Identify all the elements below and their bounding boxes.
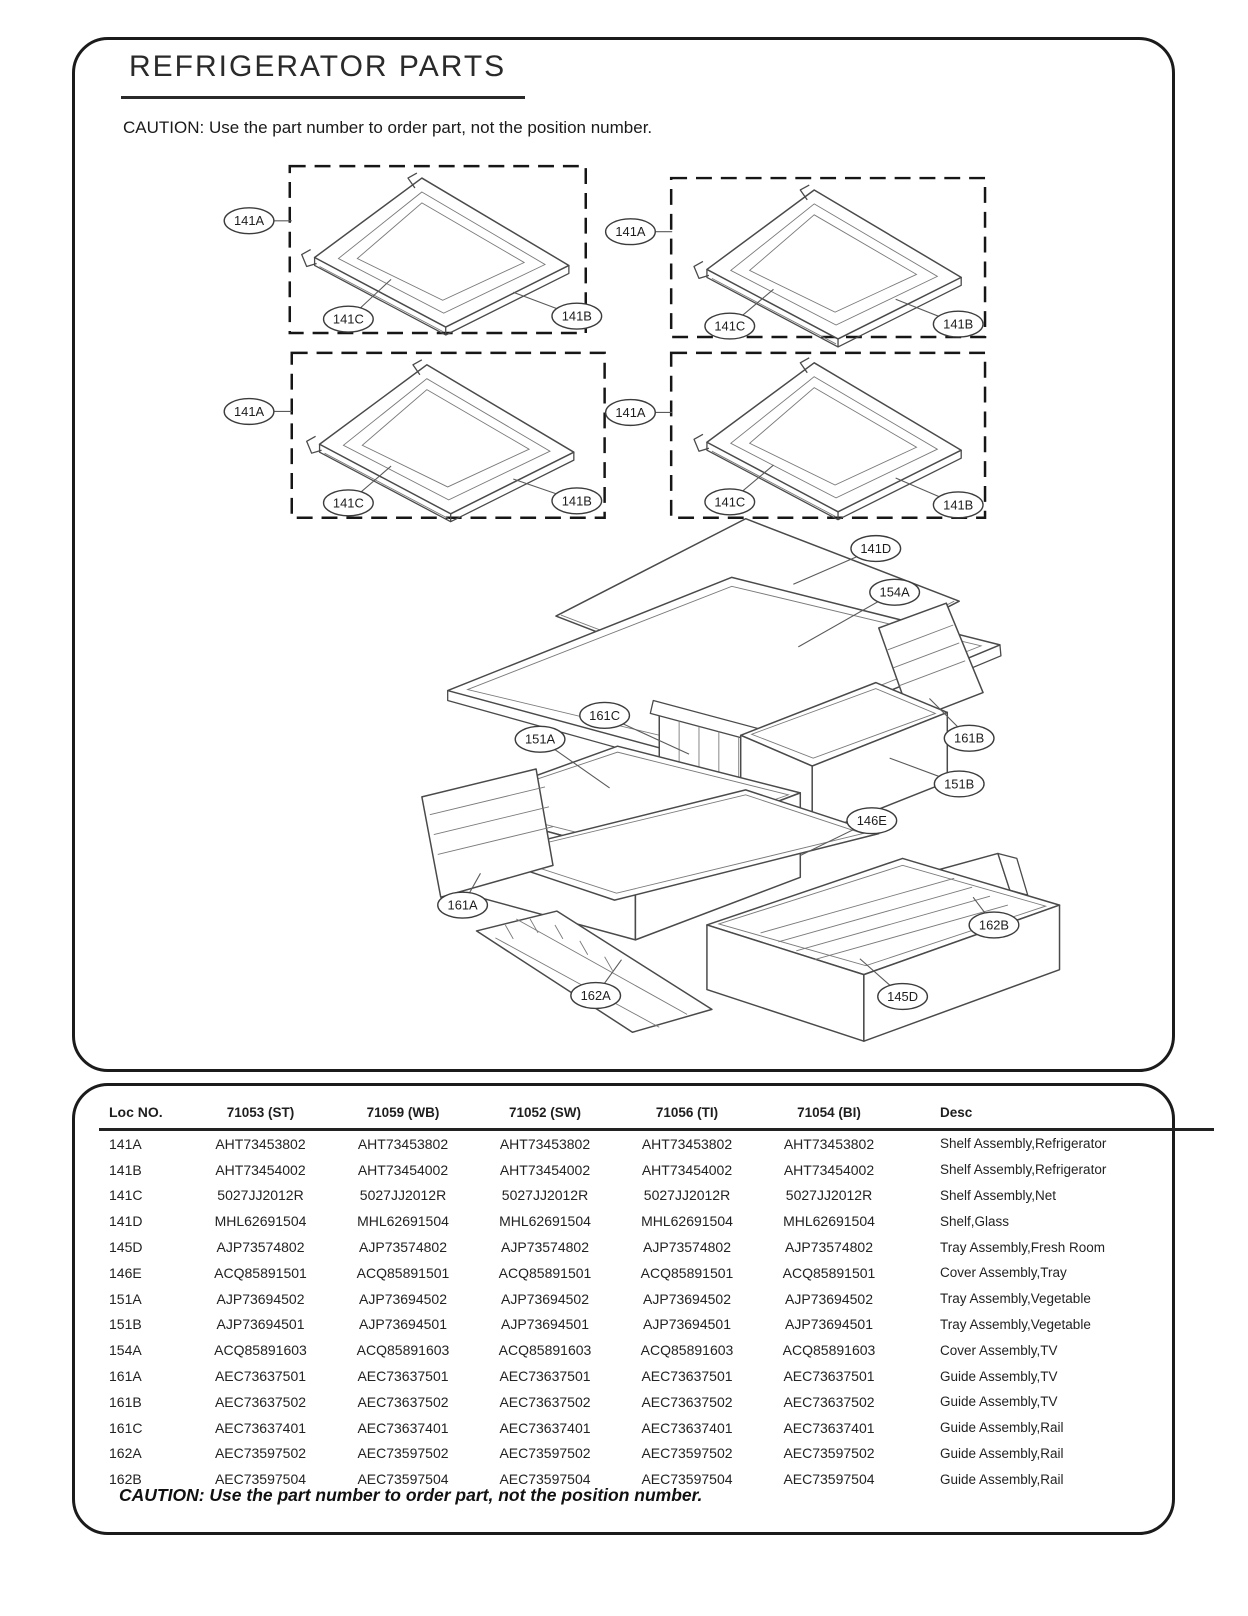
column-header: 71053 (ST): [226, 1104, 295, 1120]
loc-no-cell: 145D: [109, 1239, 143, 1256]
part-number-cell: 5027JJ2012R: [785, 1187, 873, 1204]
part-number-cell: MHL62691504: [357, 1213, 449, 1230]
part-number-cell: AJP73694502: [216, 1290, 305, 1307]
part-number-cell: AJP73694501: [501, 1316, 589, 1333]
column-header: Desc: [940, 1104, 973, 1120]
callout-label: 141C: [714, 494, 746, 510]
loc-no-cell: 141D: [109, 1213, 143, 1230]
table-row: [99, 1130, 1214, 1157]
column-header: Loc NO.: [109, 1104, 163, 1120]
loc-no-cell: 146E: [109, 1264, 142, 1281]
part-number-cell: ACQ85891501: [782, 1264, 876, 1281]
parts-table-header: [99, 1096, 1214, 1130]
part-number-cell: 5027JJ2012R: [501, 1187, 589, 1204]
callout-141A: [606, 400, 673, 426]
loc-no-cell: 141A: [109, 1135, 142, 1152]
part-number-cell: AEC73637401: [357, 1419, 449, 1436]
part-number-cell: AEC73637501: [783, 1368, 875, 1385]
desc-cell: Tray Assembly,Vegetable: [940, 1291, 1091, 1307]
callout-label: 162B: [978, 917, 1010, 933]
loc-no-cell: 141B: [109, 1161, 142, 1178]
part-number-cell: MHL62691504: [641, 1213, 733, 1230]
diagram-panel: [72, 37, 1175, 1072]
part-number-cell: ACQ85891603: [640, 1342, 734, 1359]
part-number-cell: ACQ85891603: [356, 1342, 450, 1359]
loc-no-cell: 154A: [109, 1342, 142, 1359]
desc-cell: Tray Assembly,Vegetable: [940, 1316, 1091, 1332]
callout-label: 141B: [943, 497, 974, 513]
callout-141A: [224, 208, 292, 234]
table-row: [99, 1363, 1214, 1389]
part-number-cell: AJP73574802: [785, 1239, 873, 1256]
part-number-cell: MHL62691504: [783, 1213, 875, 1230]
table-row: [99, 1337, 1214, 1363]
part-number-cell: AEC73637501: [499, 1368, 591, 1385]
desc-cell: Cover Assembly,TV: [940, 1342, 1058, 1358]
part-number-cell: AHT73453802: [641, 1135, 733, 1152]
callout-label: 141B: [561, 493, 592, 509]
part-number-cell: AEC73637401: [214, 1419, 307, 1436]
caution-note-bottom: CAUTION: Use the part number to order part, not the position number.: [119, 1485, 703, 1505]
part-number-cell: AEC73597504: [783, 1471, 875, 1488]
part-number-cell: MHL62691504: [499, 1213, 591, 1230]
callout-label: 151A: [524, 731, 556, 747]
desc-cell: Shelf Assembly,Refrigerator: [940, 1136, 1107, 1152]
loc-no-cell: 161A: [109, 1368, 142, 1385]
part-number-cell: AEC73637502: [499, 1393, 591, 1410]
part-number-cell: AJP73694501: [216, 1316, 305, 1333]
loc-no-cell: 162B: [109, 1471, 142, 1488]
part-number-cell: AJP73694502: [785, 1290, 873, 1307]
part-number-cell: MHL62691504: [214, 1213, 307, 1230]
parts-table: [99, 1096, 1214, 1492]
table-row: [99, 1441, 1214, 1467]
part-number-cell: AJP73694501: [785, 1316, 873, 1333]
part-number-cell: AHT73453802: [783, 1135, 875, 1152]
part-number-cell: AJP73694501: [359, 1316, 447, 1333]
callout-label: 141A: [615, 404, 646, 420]
part-number-cell: AEC73597502: [357, 1445, 449, 1462]
callout-label: 154A: [879, 584, 910, 600]
part-number-cell: AEC73597502: [214, 1445, 307, 1462]
callout-label: 161B: [954, 730, 985, 746]
part-number-cell: AHT73453802: [215, 1135, 306, 1152]
callout-141A: [606, 219, 673, 245]
part-number-cell: AJP73694501: [643, 1316, 731, 1333]
part-number-cell: AEC73597504: [357, 1471, 449, 1488]
desc-cell: Guide Assembly,Rail: [940, 1471, 1064, 1487]
loc-no-cell: 162A: [109, 1445, 142, 1462]
part-number-cell: ACQ85891501: [214, 1264, 307, 1281]
part-number-cell: AEC73597504: [499, 1471, 591, 1488]
column-header: 71056 (TI): [655, 1104, 719, 1120]
loc-no-cell: 151A: [109, 1290, 142, 1307]
part-number-cell: AEC73637501: [357, 1368, 449, 1385]
part-number-cell: 5027JJ2012R: [643, 1187, 731, 1204]
part-number-cell: ACQ85891603: [782, 1342, 876, 1359]
callout-label: 141A: [233, 403, 265, 419]
part-number-cell: AHT73454002: [357, 1161, 449, 1178]
table-row: [99, 1286, 1214, 1312]
part-number-cell: AHT73453802: [499, 1135, 591, 1152]
part-number-cell: AEC73597502: [641, 1445, 733, 1462]
callout-label: 141C: [714, 318, 746, 334]
desc-cell: Shelf Assembly,Net: [940, 1187, 1057, 1203]
part-number-cell: AEC73637502: [641, 1393, 733, 1410]
callout-label: 151B: [944, 776, 975, 792]
callout-label: 141B: [943, 316, 974, 332]
part-number-cell: ACQ85891501: [640, 1264, 734, 1281]
callout-label: 141C: [332, 311, 364, 327]
loc-no-cell: 151B: [109, 1316, 142, 1333]
callout-label: 162A: [580, 987, 611, 1003]
table-row: [99, 1260, 1214, 1286]
table-row: [99, 1312, 1214, 1338]
desc-cell: Cover Assembly,Tray: [940, 1265, 1067, 1281]
part-number-cell: AHT73454002: [499, 1161, 591, 1178]
callout-label: 141A: [615, 224, 646, 240]
table-row: [99, 1234, 1214, 1260]
desc-cell: Guide Assembly,TV: [940, 1368, 1058, 1384]
part-number-cell: ACQ85891603: [498, 1342, 592, 1359]
part-number-cell: AEC73637502: [783, 1393, 875, 1410]
part-number-cell: AHT73454002: [215, 1161, 306, 1178]
part-number-cell: 5027JJ2012R: [359, 1187, 447, 1204]
loc-no-cell: 161C: [109, 1419, 143, 1436]
part-number-cell: AEC73597504: [641, 1471, 733, 1488]
part-number-cell: AEC73637401: [499, 1419, 591, 1436]
callout-label: 141C: [332, 495, 364, 511]
desc-cell: Guide Assembly,Rail: [940, 1420, 1064, 1436]
table-row: [99, 1389, 1214, 1415]
callout-label: 145D: [887, 988, 919, 1004]
part-number-cell: AHT73453802: [357, 1135, 449, 1152]
part-number-cell: AEC73637502: [214, 1393, 307, 1410]
callout-label: 141D: [860, 541, 892, 557]
part-number-cell: AEC73637501: [641, 1368, 733, 1385]
callout-label: 141A: [233, 213, 265, 229]
page-title: REFRIGERATOR PARTS: [129, 50, 507, 83]
table-row: [99, 1157, 1214, 1183]
part-number-cell: AEC73637501: [214, 1368, 307, 1385]
column-header: 71059 (WB): [366, 1104, 440, 1120]
loc-no-cell: 161B: [109, 1393, 142, 1410]
part-number-cell: AJP73694502: [359, 1290, 447, 1307]
part-number-cell: AEC73597502: [499, 1445, 591, 1462]
callout-141B: [896, 299, 983, 337]
desc-cell: Shelf Assembly,Refrigerator: [940, 1162, 1107, 1178]
parts-table-panel: [72, 1083, 1175, 1535]
loc-no-cell: 141C: [109, 1187, 143, 1204]
part-number-cell: 5027JJ2012R: [217, 1187, 304, 1204]
desc-cell: Guide Assembly,Rail: [940, 1445, 1064, 1461]
desc-cell: Tray Assembly,Fresh Room: [940, 1239, 1106, 1255]
part-number-cell: ACQ85891501: [356, 1264, 450, 1281]
part-number-cell: ACQ85891603: [214, 1342, 307, 1359]
callout-label: 141B: [561, 308, 592, 324]
part-number-cell: AEC73597502: [783, 1445, 875, 1462]
callout-label: 161A: [447, 897, 478, 913]
callout-141A: [224, 399, 292, 425]
callout-141B: [896, 478, 983, 518]
part-number-cell: ACQ85891501: [498, 1264, 592, 1281]
desc-cell: Shelf,Glass: [940, 1213, 1010, 1229]
part-number-cell: AJP73694502: [501, 1290, 589, 1307]
part-number-cell: AHT73454002: [783, 1161, 875, 1178]
part-number-cell: AJP73574802: [643, 1239, 731, 1256]
table-row: [99, 1208, 1214, 1234]
table-row: [99, 1415, 1214, 1441]
callout-label: 146E: [856, 813, 887, 829]
part-number-cell: AEC73637502: [357, 1393, 449, 1410]
callout-141B: [513, 292, 601, 329]
caution-note-top: CAUTION: Use the part number to order part, not the position number.: [123, 118, 653, 137]
part-number-cell: AEC73637401: [783, 1419, 875, 1436]
part-number-cell: AJP73574802: [501, 1239, 589, 1256]
column-header: 71054 (BI): [797, 1104, 861, 1120]
column-header: 71052 (SW): [508, 1104, 582, 1120]
part-number-cell: AEC73637401: [641, 1419, 733, 1436]
desc-cell: Guide Assembly,TV: [940, 1394, 1058, 1410]
part-number-cell: AJP73574802: [216, 1239, 305, 1256]
parts-exploded-diagram: [75, 40, 1171, 1068]
table-row: [99, 1183, 1214, 1209]
callout-label: 161C: [589, 707, 621, 723]
part-number-cell: AJP73574802: [359, 1239, 447, 1256]
part-number-cell: AHT73454002: [641, 1161, 733, 1178]
part-number-cell: AJP73694502: [643, 1290, 731, 1307]
part-number-cell: AEC73597504: [214, 1471, 307, 1488]
